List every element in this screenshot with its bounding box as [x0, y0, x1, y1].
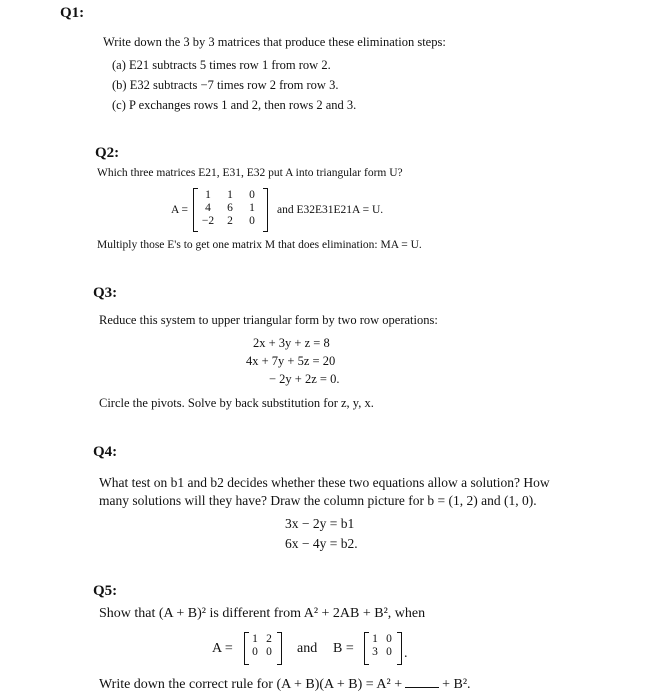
q4-heading: Q4:: [93, 444, 118, 460]
q5-matrix-a: [248, 633, 276, 659]
q2-matrix-cell: 2: [227, 215, 233, 227]
q2-and-text: and E32E31E21A = U.: [277, 204, 384, 216]
q5-matrix-a-cell: 2: [266, 633, 272, 645]
q5-b-right-bracket: [397, 632, 402, 665]
q2-heading: Q2:: [95, 145, 120, 161]
q1-item-b: (b) E32 subtracts −7 times row 2 from row 3.: [112, 78, 339, 92]
q4-equation-2: 6x − 4y = b2.: [285, 536, 358, 551]
q5-period: .: [404, 646, 408, 661]
q2-matrix: [197, 189, 263, 228]
answer-blank[interactable]: [405, 675, 439, 688]
q5-b-label: B =: [333, 641, 354, 656]
q4-line-2: many solutions will they have? Draw the column picture for b = (1, 2) and (1, 0).: [99, 493, 537, 508]
q2-outro: Multiply those E's to get one matrix M that does elimination: MA = U.: [97, 239, 422, 251]
q2-matrix-cell: 4: [205, 202, 211, 214]
q3-equation-1: 2x + 3y + z = 8: [253, 336, 330, 350]
q1-item-c: (c) P exchanges rows 1 and 2, then rows 2 and 3.: [112, 98, 357, 112]
q1-item-a: (a) E21 subtracts 5 times row 1 from row 2.: [112, 58, 331, 72]
q5-matrix-a-cell: 1: [252, 633, 258, 645]
q5-a-label: A =: [212, 641, 233, 656]
q1-intro: Write down the 3 by 3 matrices that produce these elimination steps:: [103, 35, 446, 49]
q2-right-bracket: [263, 188, 268, 232]
q5-intro: Show that (A + B)² is different from A² + 2AB + B², when: [99, 606, 426, 621]
q3-heading: Q3:: [93, 285, 118, 301]
q5-matrix-a-cell: 0: [266, 646, 272, 658]
q5-matrix-b: [368, 633, 396, 659]
q5-matrix-b-cell: 0: [386, 646, 392, 658]
q5-matrix-b-cell: 1: [372, 633, 378, 645]
q5-final-line: [99, 675, 471, 693]
q2-matrix-cell: 0: [249, 189, 255, 201]
q5-matrix-b-cell: 0: [386, 633, 392, 645]
q5-final-prefix: Write down the correct rule for (A + B)(A + B) = A² +: [99, 677, 403, 692]
q3-outro: Circle the pivots. Solve by back substitution for z, y, x.: [99, 396, 374, 410]
q1-heading: Q1:: [60, 5, 85, 21]
q4-line-1: What test on b1 and b2 decides whether these two equations allow a solution? How: [99, 475, 550, 490]
q5-matrix-b-cell: 3: [372, 646, 378, 658]
q3-equation-2: 4x + 7y + 5z = 20: [246, 354, 336, 368]
q5-and-text: and: [297, 641, 318, 656]
q2-matrix-cell: 0: [249, 215, 255, 227]
q2-intro: Which three matrices E21, E31, E32 put A into triangular form U?: [97, 167, 403, 179]
q2-matrix-cell: 1: [205, 189, 211, 201]
q3-intro: Reduce this system to upper triangular form by two row operations:: [99, 313, 438, 327]
q2-a-label: A =: [171, 204, 189, 216]
q2-matrix-cell: 1: [227, 189, 233, 201]
q5-final-suffix: + B².: [442, 677, 471, 692]
q2-matrix-cell: 6: [227, 202, 233, 214]
q5-heading: Q5:: [93, 583, 118, 599]
q5-matrix-a-cell: 0: [252, 646, 258, 658]
q3-equation-3: − 2y + 2z = 0.: [269, 372, 340, 386]
q5-a-right-bracket: [277, 632, 282, 665]
q2-matrix-cell: 1: [249, 202, 255, 214]
q2-matrix-cell: −2: [201, 215, 215, 227]
q4-equation-1: 3x − 2y = b1: [285, 516, 355, 531]
